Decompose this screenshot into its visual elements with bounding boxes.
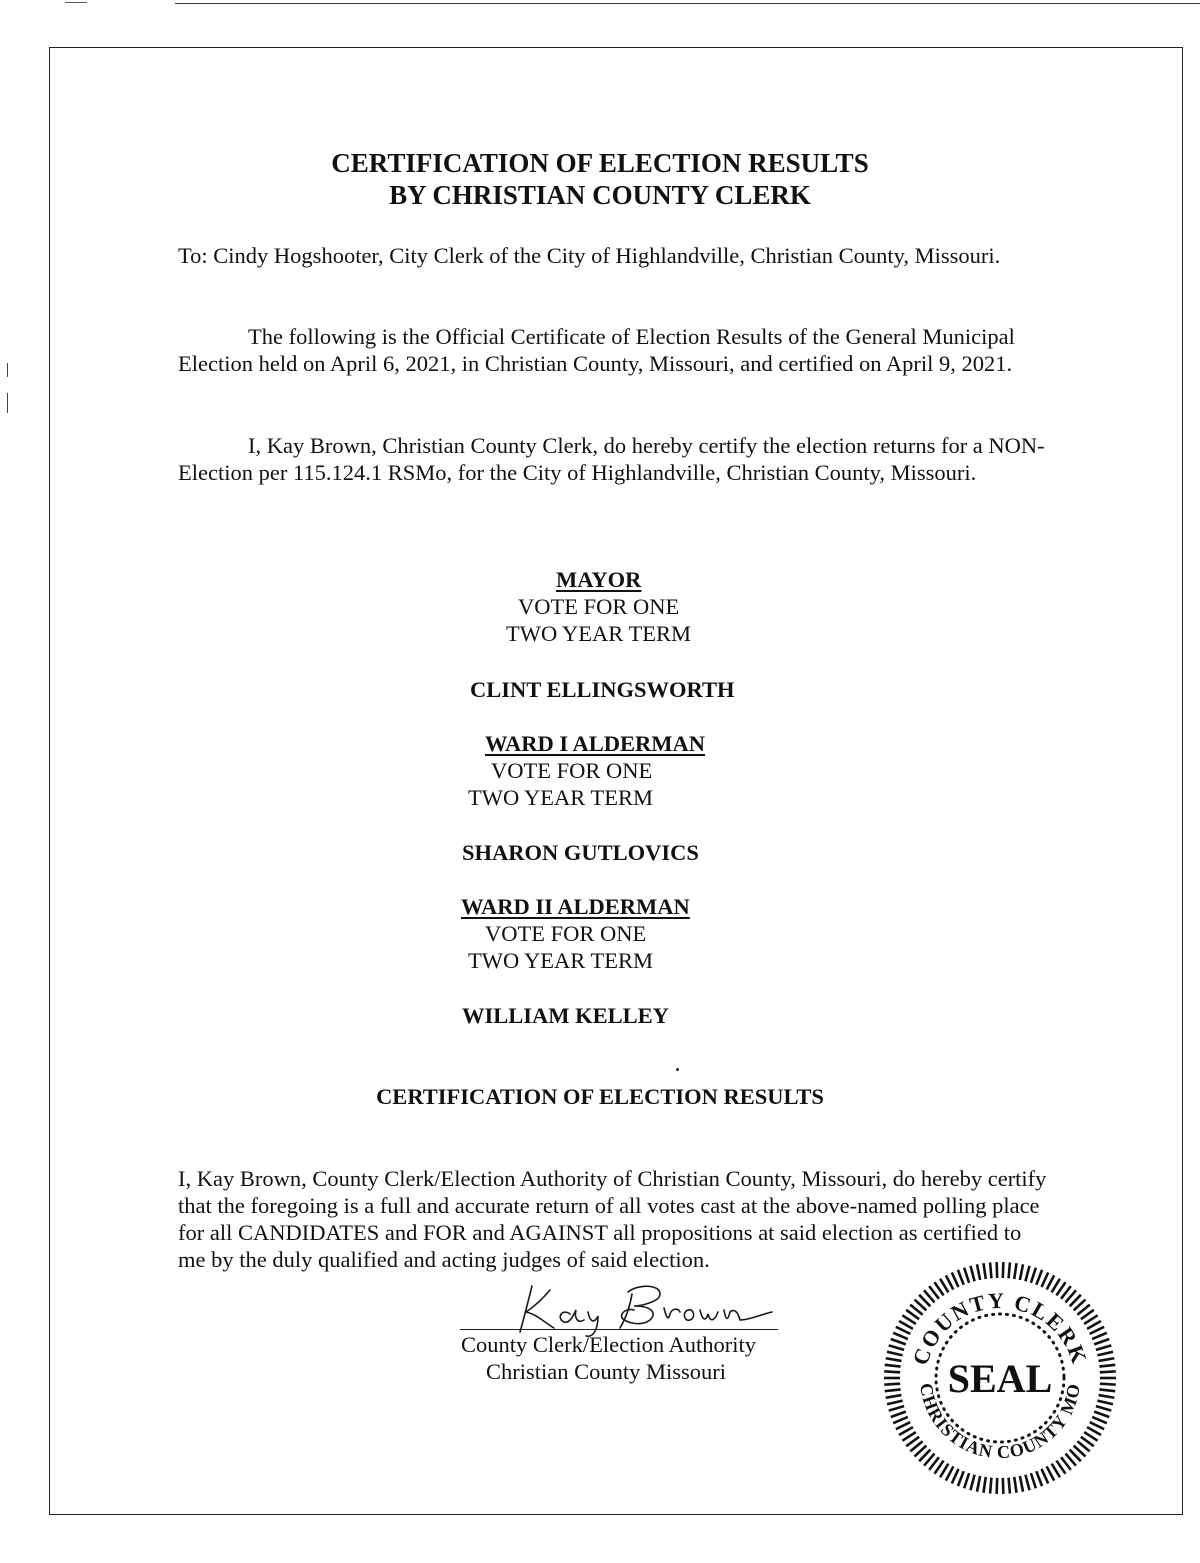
- top-rule: [175, 3, 1200, 4]
- margin-mark: [7, 363, 8, 377]
- margin-mark: [7, 393, 8, 413]
- seal-tick: [891, 1412, 906, 1417]
- seal-center-text: SEAL: [947, 1356, 1053, 1401]
- seal-tick: [1094, 1339, 1109, 1344]
- seal-ring-bottom-text: CHRISTIAN COUNTY MO: [915, 1381, 1085, 1463]
- seal-tick: [1014, 1477, 1016, 1493]
- seal-tick: [1036, 1270, 1042, 1285]
- title-line-2: BY CHRISTIAN COUNTY CLERK: [389, 180, 811, 210]
- seal-tick: [977, 1476, 980, 1492]
- race-candidate: CLINT ELLINGSWORTH: [470, 677, 735, 702]
- certification-heading: CERTIFICATION OF ELECTION RESULTS: [376, 1084, 824, 1109]
- seal-tick: [990, 1478, 991, 1494]
- seal-tick: [983, 1263, 985, 1279]
- addressee-paragraph: To: Cindy Hogshooter, City Clerk of the City of Highlandville, Christian County, Missouri.: [178, 243, 1001, 268]
- seal-tick: [1099, 1358, 1115, 1361]
- seal-tick: [1099, 1389, 1115, 1391]
- seal-tick: [1014, 1263, 1016, 1279]
- seal-tick: [891, 1339, 906, 1344]
- signature-line: [460, 1329, 778, 1330]
- race-vote-for: VOTE FOR ONE: [491, 758, 653, 783]
- seal-tick: [896, 1327, 910, 1334]
- signer-title: County Clerk/Election Authority: [461, 1332, 756, 1357]
- race-vote-for: VOTE FOR ONE: [518, 594, 680, 619]
- race-term: TWO YEAR TERM: [468, 948, 653, 973]
- race-office-heading: MAYOR: [556, 567, 642, 592]
- top-left-rule: [65, 2, 87, 3]
- race-vote-for: VOTE FOR ONE: [485, 921, 647, 946]
- seal-tick: [1020, 1476, 1023, 1492]
- race-office-heading: WARD I ALDERMAN: [485, 731, 706, 756]
- seal-tick: [971, 1266, 975, 1281]
- seal-tick: [893, 1417, 908, 1423]
- race-candidate: WILLIAM KELLEY: [462, 1003, 669, 1028]
- seal-tick: [1099, 1395, 1115, 1398]
- seal-tick: [964, 1473, 969, 1488]
- race-term: TWO YEAR TERM: [506, 621, 691, 646]
- seal-tick: [886, 1395, 902, 1398]
- seal-tick: [1047, 1275, 1054, 1289]
- seal-tick: [1097, 1401, 1113, 1405]
- seal-tick: [958, 1471, 964, 1486]
- seal-tick: [946, 1275, 953, 1289]
- seal-tick: [1009, 1262, 1010, 1278]
- race-term: TWO YEAR TERM: [468, 785, 653, 810]
- seal-tick: [1097, 1352, 1113, 1356]
- seal-tick: [887, 1352, 903, 1356]
- seal-tick: [1042, 1272, 1049, 1287]
- seal-tick: [896, 1422, 910, 1429]
- seal-tick: [964, 1268, 969, 1283]
- seal-tick: [1100, 1384, 1116, 1385]
- race-candidate: SHARON GUTLOVICS: [462, 840, 699, 865]
- seal-tick: [1042, 1469, 1049, 1484]
- seal-tick: [1094, 1412, 1109, 1417]
- seal-tick: [884, 1371, 900, 1372]
- seal-tick: [1092, 1417, 1107, 1423]
- intro-paragraph: The following is the Official Certificate of Election Results of the General Municipal Election held on April 6, 2021, in Christian County, Missouri, and certified on April 9, 2021.: [178, 324, 1015, 376]
- seal-tick: [971, 1475, 975, 1490]
- seal-tick: [1090, 1422, 1104, 1429]
- signer-location: Christian County Missouri: [486, 1359, 727, 1384]
- seal-tick: [952, 1469, 959, 1484]
- seal-tick: [886, 1358, 902, 1361]
- seal-ring-top-text: COUNTY CLERK: [907, 1287, 1093, 1369]
- title-line-1: CERTIFICATION OF ELECTION RESULTS: [331, 148, 869, 178]
- seal-tick: [952, 1272, 959, 1287]
- seal-tick: [893, 1333, 908, 1339]
- seal-tick: [1036, 1471, 1042, 1486]
- race-office-heading: WARD II ALDERMAN: [461, 894, 690, 919]
- seal-tick: [1020, 1264, 1023, 1280]
- seal-tick: [1099, 1365, 1115, 1367]
- seal-tick: [1025, 1266, 1029, 1281]
- seal-tick: [1031, 1268, 1036, 1283]
- seal-tick: [1025, 1475, 1029, 1490]
- seal-tick: [887, 1401, 903, 1405]
- seal-tick: [1100, 1371, 1116, 1372]
- stray-mark: [676, 1068, 679, 1071]
- county-seal: [880, 1258, 1120, 1498]
- seal-tick: [1047, 1466, 1054, 1480]
- seal-tick: [1096, 1406, 1111, 1411]
- seal-tick: [1031, 1473, 1036, 1488]
- seal-tick: [889, 1345, 904, 1350]
- seal-tick: [946, 1466, 953, 1480]
- seal-tick: [1092, 1333, 1107, 1339]
- certify-paragraph: I, Kay Brown, Christian County Clerk, do hereby certify the election returns for a NON-Election per 115.124.1 RSMo, for the City of Highlandville, Christian County, Missouri.: [178, 433, 1045, 485]
- seal-tick: [977, 1264, 980, 1280]
- seal-tick: [889, 1406, 904, 1411]
- seal-tick: [983, 1477, 985, 1493]
- seal-tick: [885, 1389, 901, 1391]
- seal-tick: [1096, 1345, 1111, 1350]
- seal-tick: [990, 1262, 991, 1278]
- certification-paragraph: I, Kay Brown, County Clerk/Election Authority of Christian County, Missouri, do hereby certify that the foregoing is a full and accurate return of all votes cast at the above-named polling place for all CANDIDATES and FOR and AGAINST all propositions at said election as certified to me by the duly qualified and acting judges of said election.: [178, 1166, 1047, 1272]
- seal-tick: [1090, 1327, 1104, 1334]
- seal-tick: [1009, 1478, 1010, 1494]
- seal-tick: [884, 1384, 900, 1385]
- seal-tick: [958, 1270, 964, 1285]
- seal-tick: [885, 1365, 901, 1367]
